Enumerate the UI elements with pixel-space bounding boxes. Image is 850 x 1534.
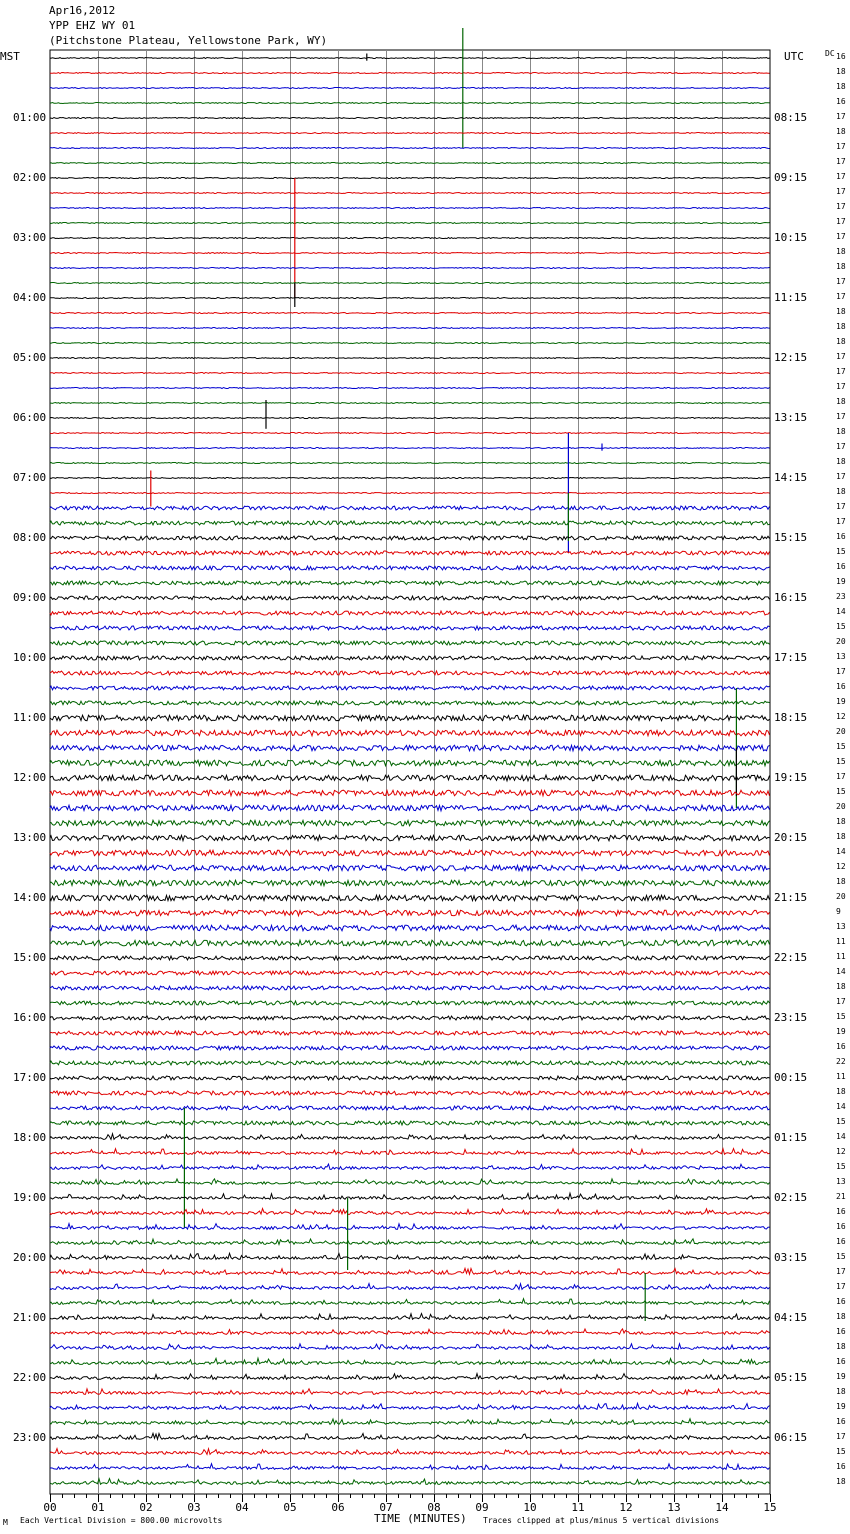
clip-note: Traces clipped at plus/minus 5 vertical divisions [483, 1516, 720, 1525]
dc-offset-label: 18 [836, 307, 846, 316]
utc-hour-label: 12:15 [774, 351, 808, 364]
trace-43 [50, 701, 770, 705]
dc-offset-label: 17 [836, 772, 846, 781]
trace-65 [50, 1031, 770, 1035]
trace-90 [50, 1403, 770, 1409]
x-tick-label: 08 [427, 1501, 441, 1514]
dc-offset-label: 19 [836, 577, 846, 586]
dc-offset-label: 17 [836, 997, 846, 1006]
dc-offset-label: 14 [836, 847, 846, 856]
x-tick-label: 07 [379, 1501, 393, 1514]
trace-91 [50, 1419, 770, 1425]
dc-offset-label: 14 [836, 607, 846, 616]
dc-offset-label: 16 [836, 682, 846, 691]
dc-offset-label: 16 [836, 52, 846, 61]
trace-4 [50, 118, 770, 119]
mst-hour-label: 01:00 [13, 111, 47, 124]
mst-hour-label: 03:00 [13, 231, 47, 244]
plot-date: Apr16,2012 [49, 4, 116, 17]
x-tick-label: 12 [619, 1501, 633, 1514]
dc-offset-label: 15 [836, 742, 846, 751]
trace-69 [50, 1091, 770, 1095]
mst-hour-label: 08:00 [13, 531, 47, 544]
trace-89 [50, 1389, 770, 1395]
trace-86 [50, 1344, 770, 1350]
dc-offset-label: 19 [836, 1402, 846, 1411]
trace-63 [50, 1001, 770, 1005]
trace-48 [50, 775, 770, 781]
dc-offset-label: 16 [836, 1417, 846, 1426]
dc-offset-label: 15 [836, 1447, 846, 1456]
trace-93 [50, 1449, 770, 1455]
utc-hour-label: 04:15 [774, 1311, 808, 1324]
mst-hour-label: 04:00 [13, 291, 47, 304]
dc-offset-label: 18 [836, 1087, 846, 1096]
dc-offset-label: 16 [836, 1327, 846, 1336]
trace-76 [50, 1193, 770, 1199]
mst-hour-label: 06:00 [13, 411, 47, 424]
mst-hour-label: 17:00 [13, 1071, 47, 1084]
dc-offset-title: DC [825, 49, 835, 58]
mst-hour-label: 13:00 [13, 831, 47, 844]
utc-hour-label: 21:15 [774, 891, 808, 904]
trace-84 [50, 1314, 770, 1320]
dc-offset-label: 16 [836, 1357, 846, 1366]
trace-39 [50, 641, 770, 645]
dc-offset-label: 12 [836, 1147, 846, 1156]
dc-offset-label: 22 [836, 1057, 846, 1066]
trace-3 [50, 103, 770, 104]
trace-71 [50, 1121, 770, 1125]
utc-hour-label: 06:15 [774, 1431, 808, 1444]
dc-offset-label: 17 [836, 412, 846, 421]
trace-37 [50, 611, 770, 615]
dc-offset-label: 16 [836, 1297, 846, 1306]
trace-68 [50, 1076, 770, 1080]
dc-offset-label: 17 [836, 502, 846, 511]
trace-88 [50, 1374, 770, 1380]
trace-28 [50, 478, 770, 479]
trace-55 [50, 880, 770, 886]
dc-offset-label: 18 [836, 397, 846, 406]
trace-67 [50, 1061, 770, 1065]
mst-hour-label: 23:00 [13, 1431, 47, 1444]
dc-offset-label: 15 [836, 622, 846, 631]
trace-9 [50, 193, 770, 194]
trace-2 [50, 88, 770, 89]
trace-13 [50, 253, 770, 254]
dc-offset-label: 15 [836, 1252, 846, 1261]
dc-offset-label: 17 [836, 1267, 846, 1276]
dc-offset-label: 14 [836, 1132, 846, 1141]
trace-22 [50, 388, 770, 389]
dc-offset-label: 16 [836, 532, 846, 541]
trace-44 [50, 715, 770, 721]
trace-30 [50, 506, 770, 510]
trace-21 [50, 373, 770, 374]
dc-offset-label: 17 [836, 517, 846, 526]
trace-27 [50, 463, 770, 464]
trace-92 [50, 1433, 770, 1439]
utc-hour-label: 16:15 [774, 591, 808, 604]
trace-87 [50, 1358, 770, 1364]
trace-56 [50, 895, 770, 901]
trace-20 [50, 358, 770, 359]
dc-offset-label: 20 [836, 802, 846, 811]
dc-offset-label: 18 [836, 817, 846, 826]
trace-50 [50, 805, 770, 811]
utc-hour-label: 00:15 [774, 1071, 808, 1084]
utc-hour-label: 08:15 [774, 111, 808, 124]
dc-offset-label: 15 [836, 547, 846, 556]
trace-7 [50, 163, 770, 164]
trace-10 [50, 208, 770, 209]
trace-36 [50, 596, 770, 600]
dc-offset-label: 12 [836, 862, 846, 871]
dc-offset-label: 20 [836, 727, 846, 736]
dc-offset-label: 18 [836, 1312, 846, 1321]
dc-offset-label: 16 [836, 1462, 846, 1471]
dc-offset-label: 17 [836, 232, 846, 241]
trace-5 [50, 133, 770, 134]
dc-offset-label: 17 [836, 472, 846, 481]
dc-offset-label: 18 [836, 1342, 846, 1351]
x-tick-label: 03 [187, 1501, 201, 1514]
trace-79 [50, 1239, 770, 1245]
x-tick-label: 09 [475, 1501, 489, 1514]
trace-40 [50, 656, 770, 660]
dc-offset-label: 16 [836, 1042, 846, 1051]
trace-32 [50, 536, 770, 540]
dc-offset-label: 9 [836, 907, 841, 916]
dc-offset-label: 18 [836, 67, 846, 76]
trace-19 [50, 343, 770, 344]
mst-hour-label: 20:00 [13, 1251, 47, 1264]
trace-73 [50, 1149, 770, 1155]
dc-offset-label: 15 [836, 787, 846, 796]
x-tick-label: 05 [283, 1501, 297, 1514]
utc-hour-label: 23:15 [774, 1011, 808, 1024]
utc-hour-label: 20:15 [774, 831, 808, 844]
trace-45 [50, 730, 770, 736]
dc-offset-label: 18 [836, 127, 846, 136]
trace-95 [50, 1479, 770, 1485]
trace-47 [50, 760, 770, 766]
mst-hour-label: 05:00 [13, 351, 47, 364]
mst-hour-label: 12:00 [13, 771, 47, 784]
trace-38 [50, 626, 770, 630]
dc-offset-label: 13 [836, 1177, 846, 1186]
trace-12 [50, 238, 770, 239]
mst-hour-label: 21:00 [13, 1311, 47, 1324]
dc-offset-label: 14 [836, 1102, 846, 1111]
station-name: YPP EHZ WY 01 [49, 19, 136, 32]
trace-61 [50, 971, 770, 975]
trace-8 [50, 178, 770, 179]
trace-33 [50, 551, 770, 555]
trace-26 [50, 448, 770, 449]
trace-74 [50, 1164, 770, 1169]
x-tick-label: 13 [667, 1501, 681, 1514]
dc-offset-label: 15 [836, 1117, 846, 1126]
trace-64 [50, 1016, 770, 1020]
utc-hour-label: 03:15 [774, 1251, 808, 1264]
dc-offset-label: 18 [836, 1387, 846, 1396]
trace-23 [50, 403, 770, 404]
dc-offset-label: 17 [836, 442, 846, 451]
trace-41 [50, 671, 770, 675]
dc-offset-label: 18 [836, 877, 846, 886]
trace-59 [50, 940, 770, 946]
dc-offset-label: 16 [836, 562, 846, 571]
trace-85 [50, 1329, 770, 1335]
utc-hour-label: 13:15 [774, 411, 808, 424]
x-tick-label: 11 [571, 1501, 585, 1514]
trace-29 [50, 493, 770, 494]
trace-14 [50, 268, 770, 269]
trace-75 [50, 1179, 770, 1185]
trace-81 [50, 1268, 770, 1274]
dc-offset-label: 19 [836, 1027, 846, 1036]
trace-60 [50, 956, 770, 960]
trace-31 [50, 521, 770, 525]
trace-66 [50, 1046, 770, 1050]
trace-49 [50, 790, 770, 796]
mst-hour-label: 11:00 [13, 711, 47, 724]
dc-offset-label: 12 [836, 712, 846, 721]
dc-offset-label: 16 [836, 1222, 846, 1231]
trace-0 [50, 58, 770, 59]
trace-18 [50, 328, 770, 329]
x-tick-label: 14 [715, 1501, 729, 1514]
trace-83 [50, 1299, 770, 1305]
dc-offset-label: 17 [836, 157, 846, 166]
dc-offset-label: 18 [836, 337, 846, 346]
trace-94 [50, 1464, 770, 1470]
trace-25 [50, 433, 770, 434]
dc-offset-label: 18 [836, 1477, 846, 1486]
x-tick-label: 00 [43, 1501, 57, 1514]
utc-hour-label: 09:15 [774, 171, 808, 184]
trace-62 [50, 986, 770, 990]
trace-70 [50, 1106, 770, 1110]
dc-offset-label: 18 [836, 427, 846, 436]
trace-17 [50, 313, 770, 314]
dc-offset-label: 14 [836, 967, 846, 976]
dc-offset-label: 15 [836, 757, 846, 766]
dc-offset-label: 17 [836, 187, 846, 196]
x-axis-label: TIME (MINUTES) [374, 1512, 467, 1525]
dc-offset-label: 13 [836, 652, 846, 661]
dc-offset-label: 18 [836, 982, 846, 991]
mst-hour-label: 14:00 [13, 891, 47, 904]
dc-offset-label: 17 [836, 367, 846, 376]
utc-hour-label: 01:15 [774, 1131, 808, 1144]
dc-offset-label: 15 [836, 1162, 846, 1171]
mst-hour-label: 19:00 [13, 1191, 47, 1204]
trace-82 [50, 1284, 770, 1290]
utc-hour-label: 05:15 [774, 1371, 808, 1384]
x-tick-label: 10 [523, 1501, 537, 1514]
mst-hour-label: 09:00 [13, 591, 47, 604]
trace-52 [50, 835, 770, 841]
mst-hour-label: 02:00 [13, 171, 47, 184]
utc-hour-label: 10:15 [774, 231, 808, 244]
dc-offset-label: 11 [836, 1072, 846, 1081]
x-tick-label: 02 [139, 1501, 153, 1514]
corner-mark: M [3, 1518, 8, 1527]
trace-46 [50, 745, 770, 751]
dc-offset-label: 18 [836, 832, 846, 841]
dc-offset-label: 20 [836, 892, 846, 901]
dc-offset-label: 17 [836, 142, 846, 151]
dc-offset-label: 19 [836, 697, 846, 706]
x-tick-label: 04 [235, 1501, 249, 1514]
utc-hour-label: 02:15 [774, 1191, 808, 1204]
trace-53 [50, 850, 770, 856]
dc-offset-label: 18 [836, 247, 846, 256]
utc-hour-label: 19:15 [774, 771, 808, 784]
dc-offset-label: 16 [836, 97, 846, 106]
utc-hour-label: 18:15 [774, 711, 808, 724]
utc-hour-label: 17:15 [774, 651, 808, 664]
dc-offset-label: 13 [836, 922, 846, 931]
station-location: (Pitchstone Plateau, Yellowstone Park, WY) [49, 34, 328, 47]
trace-77 [50, 1209, 770, 1215]
mst-hour-label: 07:00 [13, 471, 47, 484]
dc-offset-label: 20 [836, 637, 846, 646]
dc-offset-label: 17 [836, 1282, 846, 1291]
trace-15 [50, 283, 770, 284]
dc-offset-label: 18 [836, 262, 846, 271]
utc-hour-label: 15:15 [774, 531, 808, 544]
trace-11 [50, 223, 770, 224]
x-tick-label: 06 [331, 1501, 345, 1514]
trace-42 [50, 686, 770, 690]
trace-34 [50, 566, 770, 570]
trace-78 [50, 1224, 770, 1230]
dc-offset-label: 18 [836, 322, 846, 331]
mst-hour-label: 10:00 [13, 651, 47, 664]
trace-16 [50, 298, 770, 299]
mst-hour-label: 22:00 [13, 1371, 47, 1384]
trace-51 [50, 820, 770, 826]
scale-note: Each Vertical Division = 800.00 microvolts [20, 1516, 223, 1525]
dc-offset-label: 18 [836, 82, 846, 91]
dc-offset-label: 16 [836, 1207, 846, 1216]
dc-offset-label: 17 [836, 277, 846, 286]
dc-offset-label: 17 [836, 292, 846, 301]
utc-hour-label: 22:15 [774, 951, 808, 964]
trace-1 [50, 73, 770, 74]
dc-offset-label: 18 [836, 457, 846, 466]
utc-hour-label: 14:15 [774, 471, 808, 484]
plot-frame [50, 50, 770, 1494]
dc-offset-label: 18 [836, 487, 846, 496]
dc-offset-label: 21 [836, 1192, 846, 1201]
utc-hour-label: 11:15 [774, 291, 808, 304]
dc-offset-label: 17 [836, 112, 846, 121]
dc-offset-label: 17 [836, 1432, 846, 1441]
dc-offset-label: 15 [836, 1012, 846, 1021]
mst-hour-label: 16:00 [13, 1011, 47, 1024]
dc-offset-label: 19 [836, 1372, 846, 1381]
mst-hour-label: 18:00 [13, 1131, 47, 1144]
dc-offset-label: 17 [836, 217, 846, 226]
x-tick-label: 15 [763, 1501, 777, 1514]
trace-58 [50, 925, 770, 931]
x-tick-label: 01 [91, 1501, 105, 1514]
trace-24 [50, 418, 770, 419]
trace-80 [50, 1253, 770, 1259]
dc-offset-label: 17 [836, 667, 846, 676]
dc-offset-label: 17 [836, 352, 846, 361]
mst-hour-label: 15:00 [13, 951, 47, 964]
mst-axis-title: MST [0, 50, 20, 63]
trace-57 [50, 910, 770, 916]
dc-offset-label: 23 [836, 592, 846, 601]
dc-offset-label: 16 [836, 1237, 846, 1246]
trace-35 [50, 581, 770, 585]
dc-offset-label: 11 [836, 937, 846, 946]
trace-6 [50, 148, 770, 149]
dc-offset-label: 17 [836, 172, 846, 181]
dc-offset-label: 17 [836, 202, 846, 211]
utc-axis-title: UTC [784, 50, 804, 63]
dc-offset-label: 17 [836, 382, 846, 391]
trace-72 [50, 1134, 770, 1140]
dc-offset-label: 11 [836, 952, 846, 961]
trace-54 [50, 865, 770, 871]
